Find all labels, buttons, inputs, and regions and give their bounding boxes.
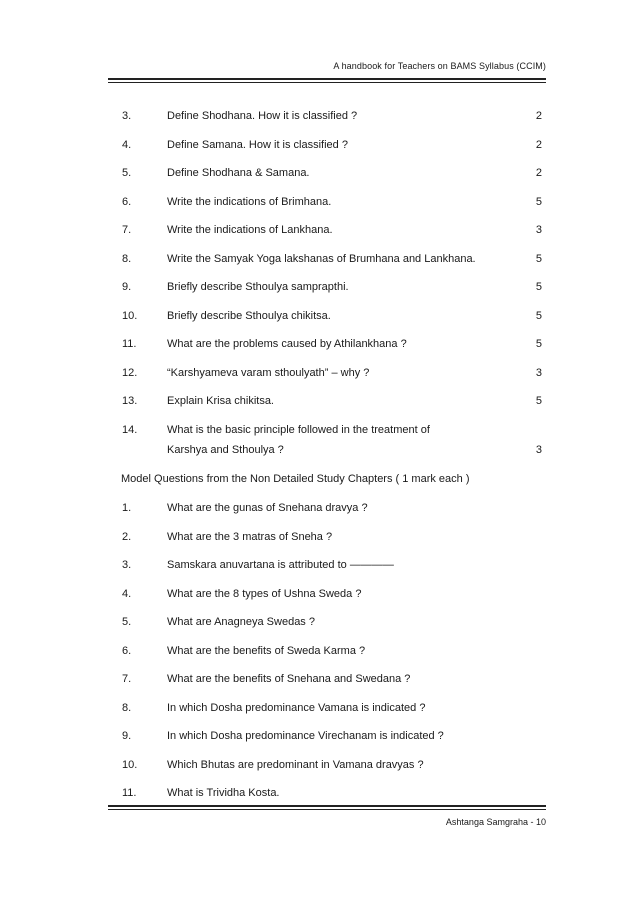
question-row	[0, 280, 638, 309]
running-footer: Ashtanga Samgraha - 10	[445, 817, 546, 827]
question-row	[0, 366, 638, 395]
question-row	[0, 615, 638, 644]
question-row	[0, 558, 638, 587]
question-row	[0, 701, 638, 730]
question-row	[0, 501, 638, 530]
question-text: Which Bhutas are predominant in Vamana dravyas ?	[167, 758, 424, 771]
question-number: 4.	[122, 138, 132, 151]
question-text: “Karshyameva varam sthoulyath” – why ?	[167, 366, 370, 379]
question-marks: 2	[535, 138, 542, 151]
running-header: A handbook for Teachers on BAMS Syllabus (CCIM)	[333, 61, 546, 71]
question-row	[0, 587, 638, 616]
question-row	[0, 109, 638, 138]
question-number: 6.	[122, 644, 132, 657]
question-text: Briefly describe Sthoulya samprapthi.	[167, 281, 349, 293]
question-row	[0, 223, 638, 252]
question-number: 5.	[122, 616, 132, 628]
question-number: 2.	[122, 530, 132, 543]
question-text: What is Trividha Kosta.	[167, 787, 280, 799]
question-marks: 5	[535, 195, 542, 208]
question-text: Explain Krisa chikitsa.	[167, 395, 274, 407]
question-row	[0, 672, 638, 701]
question-number: 10.	[122, 309, 138, 322]
question-number: 3.	[122, 559, 132, 571]
question-number: 14.	[122, 423, 138, 436]
question-row	[0, 195, 638, 224]
header-rule	[108, 78, 546, 83]
question-row	[0, 758, 638, 787]
question-text-continued: Karshya and Sthoulya ?	[167, 443, 284, 456]
question-row	[0, 138, 638, 167]
question-number: 10.	[122, 758, 138, 771]
question-number: 5.	[122, 167, 132, 179]
question-number: 13.	[122, 395, 138, 407]
question-number: 9.	[122, 730, 132, 742]
footer-rule	[108, 805, 546, 810]
question-row	[0, 394, 638, 423]
question-list-long	[0, 109, 638, 472]
question-number: 1.	[122, 502, 132, 514]
question-list-short	[0, 501, 638, 815]
question-number: 8.	[122, 252, 132, 265]
question-row	[0, 786, 638, 815]
question-row	[0, 729, 638, 758]
question-number: 6.	[122, 195, 132, 208]
question-marks: 5	[535, 281, 542, 293]
question-number: 11.	[122, 338, 137, 350]
question-row	[0, 644, 638, 673]
question-marks: 3	[535, 443, 542, 456]
question-number: 11.	[122, 787, 137, 799]
question-text: Write the indications of Lankhana.	[167, 224, 333, 236]
question-number: 9.	[122, 281, 132, 293]
question-marks: 2	[535, 167, 542, 179]
question-marks: 3	[535, 366, 542, 379]
question-text: Write the indications of Brimhana.	[167, 195, 332, 208]
section-heading: Model Questions from the Non Detailed Study Chapters ( 1 mark each )	[121, 473, 470, 485]
question-row	[0, 423, 638, 472]
question-number: 7.	[122, 224, 132, 236]
question-number: 8.	[122, 701, 132, 714]
question-marks: 5	[535, 338, 542, 350]
question-text: Define Shodhana. How it is classified ?	[167, 110, 358, 122]
question-number: 3.	[122, 110, 132, 122]
question-text: What are the problems caused by Athilankhana ?	[167, 338, 407, 350]
question-text: Samskara anuvartana is attributed to ————	[167, 559, 394, 571]
question-number: 4.	[122, 587, 132, 600]
question-row	[0, 166, 638, 195]
question-text: What are the benefits of Sweda Karma ?	[167, 644, 366, 657]
question-text: In which Dosha predominance Vamana is indicated ?	[167, 701, 426, 714]
question-marks: 5	[535, 252, 542, 265]
question-text: In which Dosha predominance Virechanam is indicated ?	[167, 730, 444, 742]
question-text: What are the 8 types of Ushna Sweda ?	[167, 587, 362, 600]
question-text: Define Samana. How it is classified ?	[167, 138, 348, 151]
question-text: What are the 3 matras of Sneha ?	[167, 530, 333, 543]
question-marks: 3	[535, 224, 542, 236]
question-text: What are the gunas of Snehana dravya ?	[167, 502, 368, 514]
question-marks: 5	[535, 395, 542, 407]
question-marks: 5	[535, 309, 542, 322]
question-text: What are the benefits of Snehana and Swedana ?	[167, 673, 411, 685]
question-text: Write the Samyak Yoga lakshanas of Brumhana and Lankhana.	[167, 252, 476, 265]
question-text: What are Anagneya Swedas ?	[167, 616, 315, 628]
question-marks: 2	[535, 110, 542, 122]
question-text: What is the basic principle followed in the treatment of	[167, 423, 430, 436]
question-number: 12.	[122, 366, 138, 379]
question-text: Define Shodhana & Samana.	[167, 167, 310, 179]
question-row	[0, 337, 638, 366]
question-row	[0, 530, 638, 559]
question-row	[0, 252, 638, 281]
question-number: 7.	[122, 673, 132, 685]
question-text: Briefly describe Sthoulya chikitsa.	[167, 309, 331, 322]
question-row	[0, 309, 638, 338]
